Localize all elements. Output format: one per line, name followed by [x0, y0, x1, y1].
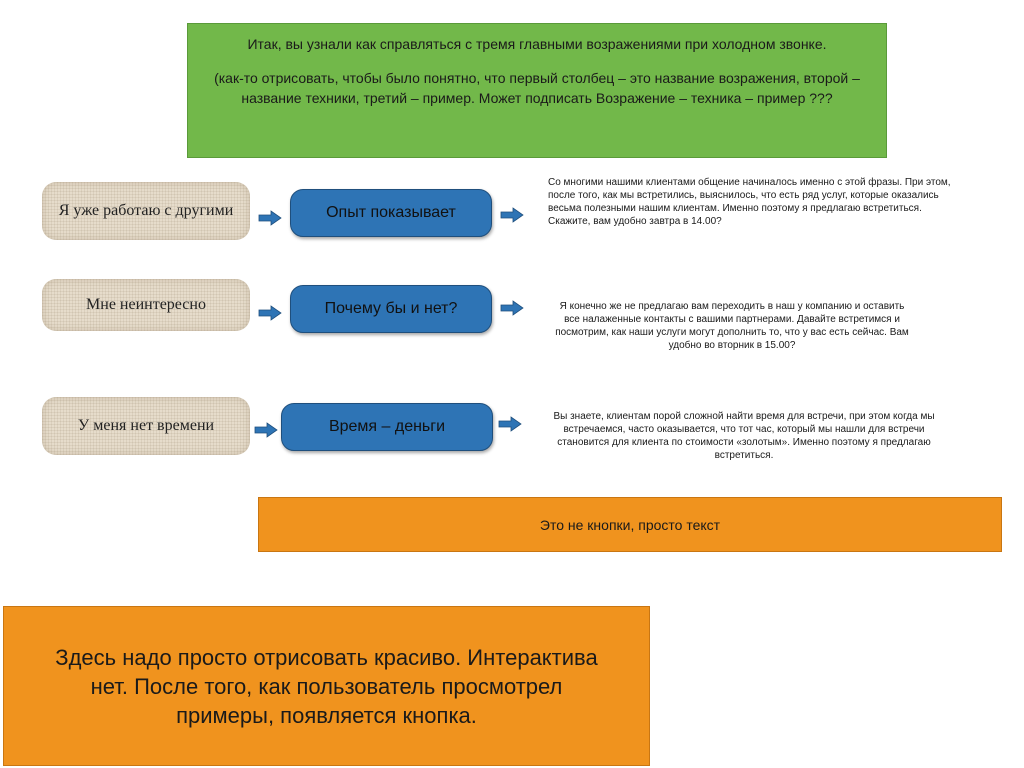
- example-text-1: Со многими нашими клиентами общение начиналось именно с этой фразы. При этом, после того, как мы встретились, выяснилось, что есть ряд услуг, которые оказались весьма полезными нашим клиентам. Именно поэтому я предлагаю встретиться. Скажите, вам удобно завтра в 14.00?: [548, 177, 951, 227]
- objection-box-2: Мне неинтересно: [42, 279, 250, 331]
- note-text: Это не кнопки, просто текст: [539, 516, 721, 533]
- objection-box-1: Я уже работаю с другими: [42, 182, 250, 240]
- arrow-right-icon: [258, 305, 282, 321]
- arrow-right-icon: [498, 416, 522, 432]
- arrow-right-icon: [254, 422, 278, 438]
- example-text-3: Вы знаете, клиентам порой сложной найти время для встречи, при этом когда мы встречаемся, часто оказывается, что тот час, который мы нашли для встречи становится для клиента по стоимости «золотым». Именно поэтому я предлагаю встретиться.: [553, 411, 935, 461]
- arrow-right-icon: [500, 300, 524, 316]
- note-box: [258, 497, 1002, 552]
- footer-text: Здесь надо просто отрисовать красиво. Интерактива нет. После того, как пользователь просмотрел примеры, появляется кнопка.: [55, 644, 598, 728]
- intro-note: (как-то отрисовать, чтобы было понятно, что первый столбец – это название возражения, второй – название техники, третий – пример. Может подписать Возражение – техника – пример ???: [214, 70, 860, 106]
- example-text-2: Я конечно же не предлагаю вам переходить в наш у компанию и оставить все налаженные контакты с вашими партнерами. Давайте встретимся и посмотрим, как наши услуги могут дополнить то, что у вас есть сейчас. Вам удобно во вторник в 15.00?: [555, 301, 909, 351]
- technique-button-1: Опыт показывает: [290, 189, 492, 237]
- objection-box-3: У меня нет времени: [42, 397, 250, 455]
- intro-text: Итак, вы узнали как справляться с тремя главными возражениями при холодном звонке.: [247, 36, 827, 52]
- intro-box: [187, 23, 887, 158]
- arrow-right-icon: [258, 210, 282, 226]
- footer-box: [3, 606, 650, 766]
- arrow-right-icon: [500, 207, 524, 223]
- technique-button-3: Время – деньги: [281, 403, 493, 451]
- technique-button-2: Почему бы и нет?: [290, 285, 492, 333]
